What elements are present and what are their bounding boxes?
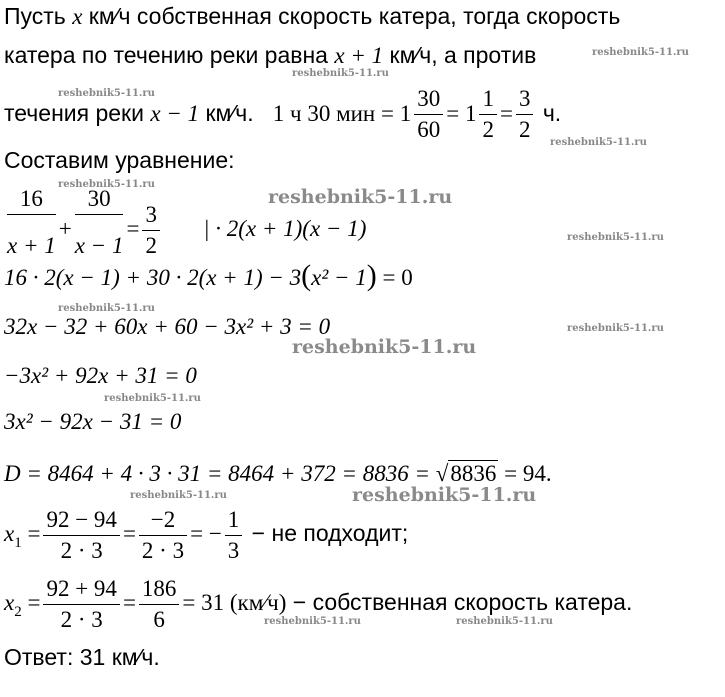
l3-f3-num: 3	[516, 84, 534, 115]
watermark: reshebnik5-11.ru	[592, 47, 689, 58]
l3-eq2: =	[499, 101, 513, 126]
x2-frac-2	[139, 574, 180, 635]
watermark: reshebnik5-11.ru	[268, 186, 453, 208]
eq1-mult: | · 2(x + 1)(x − 1)	[203, 215, 367, 241]
l1-rest: собственная скорость катера, тогда скорость	[130, 3, 621, 29]
x1-frac-1	[43, 505, 119, 566]
x1-f3-num: 1	[225, 505, 243, 536]
l3-time: 1 ч 30 мин = 1	[272, 101, 412, 126]
x1-frac-2	[139, 505, 187, 566]
l3-f1-num: 30	[414, 84, 443, 115]
watermark: reshebnik5-11.ru	[104, 393, 201, 404]
x1-f2-num: −2	[139, 505, 187, 536]
watermark: reshebnik5-11.ru	[292, 68, 389, 79]
l3-unit: км⁄ч	[205, 100, 248, 126]
eq1-frac-3	[142, 200, 160, 261]
eq1-f2-den: x − 1	[74, 233, 124, 258]
eq1-f1-den: x + 1	[7, 233, 56, 258]
watermark: reshebnik5-11.ru	[130, 490, 227, 501]
line-1	[4, 2, 620, 31]
eq3: 32x − 32 + 60x + 60 − 3x² + 3 = 0	[4, 314, 331, 339]
equation-4	[4, 362, 197, 390]
watermark: reshebnik5-11.ru	[567, 323, 664, 334]
eq1-f3-den: 2	[145, 233, 157, 258]
l2-math: x + 1	[334, 43, 384, 68]
l3-f2-den: 2	[482, 117, 494, 143]
x1-note: − не подходит;	[245, 520, 409, 546]
eq2-paren: x² − 1	[311, 265, 367, 290]
x2-note: − собственная скорость катера.	[286, 589, 633, 615]
equation-3	[4, 313, 330, 341]
x1-lhs: x	[4, 521, 15, 546]
watermark: reshebnik5-11.ru	[58, 88, 155, 99]
l3-frac-1	[414, 84, 443, 145]
x1-f1-num: 92 − 94	[43, 505, 119, 536]
line-2	[4, 41, 536, 70]
x1-sub: 1	[14, 535, 22, 551]
eq2-end: = 0	[376, 265, 413, 290]
x2-lhs: x	[4, 590, 15, 615]
watermark: reshebnik5-11.ru	[292, 336, 477, 358]
watermark: reshebnik5-11.ru	[567, 232, 664, 243]
x2-f2-num: 186	[139, 574, 180, 605]
l3-frac-2	[479, 84, 497, 145]
l3-f3-den: 2	[518, 117, 531, 143]
l3-math: x − 1	[150, 101, 200, 126]
eq1-eq: =	[126, 215, 140, 241]
l3-text: течения реки	[4, 100, 151, 126]
l3-f2-num: 1	[479, 84, 497, 115]
x2-f1-den: 2 · 3	[60, 607, 103, 633]
x2-sub: 2	[14, 604, 22, 620]
x2-eq: =	[27, 590, 41, 615]
l2-unit: км⁄ч	[389, 42, 432, 68]
sqrt-sign: √	[435, 461, 449, 486]
watermark: reshebnik5-11.ru	[58, 303, 155, 314]
l3-eq1: = 1	[446, 101, 477, 126]
x2-f1-num: 92 + 94	[43, 574, 119, 605]
eq2-main: 16 · 2(x − 1) + 30 · 2(x + 1) − 3	[4, 265, 302, 290]
eq1-plus: +	[58, 215, 72, 241]
l2-text: катера по течению реки равна	[4, 42, 335, 68]
eq2-paren-open: (	[301, 259, 312, 292]
x1-eq3: = −	[190, 521, 222, 546]
watermark: reshebnik5-11.ru	[456, 616, 553, 627]
watermark: reshebnik5-11.ru	[550, 137, 647, 148]
l1-unit: км⁄ч	[88, 3, 131, 29]
eq5: 3x² − 92x − 31 = 0	[4, 409, 182, 434]
answer-text: Ответ: 31 км⁄ч.	[4, 644, 160, 670]
x2-val: = 31 (км⁄ч)	[182, 590, 287, 615]
line-4	[4, 146, 235, 174]
disc-sqrt: 8836	[450, 461, 497, 486]
equation-2	[4, 259, 413, 292]
x1-f1-den: 2 · 3	[60, 538, 103, 564]
root-x1: $x_1$ = $\frac{92 - 94}{2 \cdot 3}$ = $\frac{-2}{2 \cdot 3}$ = − $\frac{1}{3}$ − не подходит;	[4, 500, 408, 567]
l2-rest: , а против	[431, 42, 537, 68]
l3-end: ч.	[542, 100, 562, 126]
eq1-f1-num: 16	[7, 184, 56, 215]
disc: D = 8464 + 4 · 3 · 31 = 8464 + 372 = 8836 =	[4, 461, 430, 486]
equation-5	[4, 408, 181, 436]
watermark: reshebnik5-11.ru	[58, 179, 155, 190]
watermark: reshebnik5-11.ru	[264, 616, 361, 627]
eq1-f2-num: 30	[75, 184, 124, 215]
x2-f2-den: 6	[153, 607, 165, 633]
eq2-paren-close: )	[366, 259, 377, 292]
x2-frac-1	[43, 574, 119, 635]
x1-f2-den: 2 · 3	[141, 538, 185, 564]
eq4: −3x² + 92x + 31 = 0	[4, 363, 197, 388]
root-x2: $x_2$ = $\frac{92 + 94}{2 \cdot 3}$ = $\frac{186}{6}$ = 31 (км⁄ч) − собственная скорость катера.	[4, 569, 632, 636]
l3-frac-3	[516, 84, 534, 145]
x1-frac-3	[225, 505, 243, 566]
l4-text: Составим уравнение:	[4, 147, 235, 173]
answer	[4, 643, 160, 671]
l3-f1-den: 60	[417, 117, 441, 143]
x1-f3-den: 3	[227, 538, 240, 564]
l1-var: x	[72, 4, 83, 29]
l1-text: Пусть	[4, 3, 73, 29]
eq1-f3-num: 3	[142, 200, 160, 231]
l3-dot: .	[247, 100, 254, 126]
disc-end: = 94.	[498, 461, 552, 486]
watermark: reshebnik5-11.ru	[352, 484, 537, 506]
x1-eq: =	[27, 521, 41, 546]
